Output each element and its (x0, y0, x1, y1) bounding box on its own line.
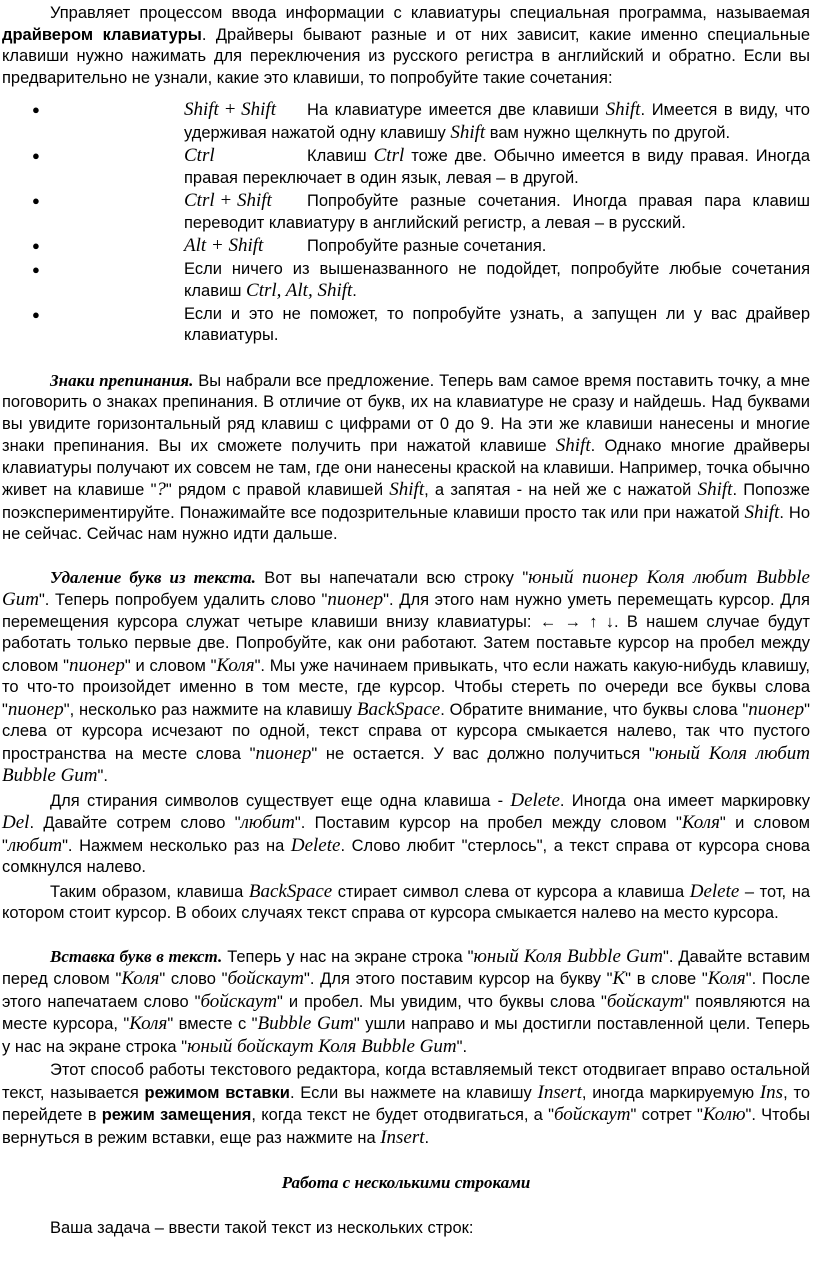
summary-paragraph: Таким образом, клавиша BackSpace стирает символ слева от курсора а клавиша Delete – тот, на котором стоит курсор. В обоих случаях текст справа от курсора смыкается налево на место курсора. (2, 880, 810, 922)
bullet-icon: ● (32, 238, 40, 253)
key-combination-list (0, 99, 816, 347)
intro-paragraph (0, 3, 816, 89)
intro-text-2: . Драйверы бывают разные и от них зависит, какие именно специальные клавиши нужно нажимать для переключения из русского регистра в английский и обратно. Если вы предварительно не узнали, какие это клавиши, то попробуйте такие сочетания: (2, 25, 810, 87)
bullet-icon: ● (32, 306, 40, 322)
list-item: ● Alt + Shift Попробуйте разные сочетания. (32, 235, 547, 256)
punctuation-paragraph: Знаки препинания. Вы набрали все предложение. Теперь вам самое время поставить точку, а мне поговорить о знаках препинания. В отличие от букв, их на клавиатуре не сразу и найдешь. Над буквами вы увидите горизонтальный ряд клавиш с цифрами от 0 до 9. На эти же клавиши нанесены и многие знаки препинания. Вы их сможете получить при нажатой клавише Shift. Однако многие драйверы клавиатуры получают их совсем не там, где они нанесены краской на клавиши. Например, точка обычно живет на клавише "?" рядом с правой клавишей Shift, а запятая - на ней же с нажатой Shift. Попозже поэкспериментируйте. Понажимайте все подозрительные клавиши просто так или при нажатой Shift. Но не сейчас. Сейчас нам нужно идти дальше. (2, 370, 811, 543)
bullet-icon: ● (32, 261, 40, 277)
bullet-icon: ● (32, 102, 40, 117)
list-item: ● Shift + Shift На клавиатуре имеется две клавиши Shift. Имеется в виду, что удерживая нажатой одну клавишу Shift вам нужно щелкнуть по другой. (32, 99, 810, 143)
insertion-paragraph: Вставка букв в текст. Теперь у нас на экране строка "юный Коля Bubble Gum". Давайте вставим перед словом "Коля" слово "бойскаут". Для этого поставим курсор на букву "К" в слове "Коля". После этого напечатаем слово "бойскаут" и пробел. Мы увидим, что буквы слова "бойскаут" появляются на месте курсора, "Коля" вместе с "Bubble Gum" ушли направо и мы достигли поставленной цели. Теперь у нас на экране строка "юный бойскаут Коля Bubble Gum". (2, 945, 810, 1057)
list-item: ● Ctrl + Shift Попробуйте разные сочетания. Иногда правая пара клавиш переводит клавиатуру в английский регистр, а левая – в русский. (32, 190, 810, 232)
task-paragraph: Ваша задача – ввести такой текст из нескольких строк: (50, 1218, 474, 1237)
section-heading: Вставка букв в текст. (50, 946, 223, 966)
section-heading-multiline: Работа с несколькими строками (281, 1173, 531, 1192)
delete-key-paragraph: Для стирания символов существует еще одна клавиша - Delete. Иногда она имеет маркировку Del. Давайте сотрем слово "любит". Поставим курсор на пробел между словом "Коля" и словом "любит". Нажмем несколько раз на Delete. Слово любит "стерлось", а текст справа от курсора снова сомкнулся налево. (2, 789, 811, 876)
intro-text-1: Управляет процессом ввода информации с клавиатуры специальная программа, называемая (50, 4, 810, 22)
key-combo: Shift + Shift (184, 99, 276, 120)
insert-mode-paragraph: Этот способ работы текстового редактора, когда вставляемый текст отодвигает вправо остальной текст, называется режимом вставки. Если вы нажмете на клавишу Insert, иногда маркируемую Ins, то перейдете в режим замещения, когда текст не будет отодвигаться, а "бойскаут" сотрет "Колю". Чтобы вернуться в режим вставки, еще раз нажмите на Insert. (2, 1061, 810, 1148)
key-combo: Alt + Shift (184, 235, 264, 256)
deletion-paragraph: Удаление букв из текста. Вот вы напечатали всю строку "юный пионер Коля любит Bubble Gum". Теперь попробуем удалить слово "пионер". Для этого нам нужно уметь перемещать курсор. Для перемещения курсора служат четыре клавиши внизу клавиатуры: ← → ↑ ↓. В нашем случае будут работать только первые две. Попробуйте, как они работают. Затем поставьте курсор на пробел между словом "пионер" и словом "Коля". Мы уже начинаем привыкать, что если нажать какую-нибудь клавишу, то что-то произойдет именно в том месте, где курсор. Чтобы стереть по очереди все буквы слова "пионер", несколько раз нажмите на клавишу BackSpace. Обратите внимание, что буквы слова "пионер" слева от курсора исчезают по одной, текст справа от курсора смыкается налево, так что пустого пространства на месте слова "пионер" не остается. У вас должно получиться "юный Коля любит Bubble Gum". (2, 566, 811, 786)
intro-bold-term: драйвером клавиатуры (2, 25, 202, 44)
section-heading: Знаки препинания. (50, 370, 194, 390)
list-item: ● Если и это не поможет, то попробуйте узнать, а запущен ли у вас драйвер клавиатуры. (32, 304, 810, 344)
key-combo: Ctrl + Shift (184, 190, 272, 211)
list-item: ● Ctrl Клавиш Ctrl тоже две. Обычно имеется в виду правая. Иногда правая переключает в один язык, левая – в другой. (32, 145, 810, 187)
list-item: ● Если ничего из вышеназванного не подойдет, попробуйте любые сочетания клавиш Ctrl, Alt, Shift. (32, 259, 810, 301)
section-heading: Удаление букв из текста. (50, 567, 256, 587)
arrow-keys: ← → ↑ ↓ (539, 612, 615, 631)
bullet-icon: ● (32, 148, 40, 163)
key-combo: Ctrl (184, 145, 215, 166)
bullet-icon: ● (32, 193, 40, 208)
